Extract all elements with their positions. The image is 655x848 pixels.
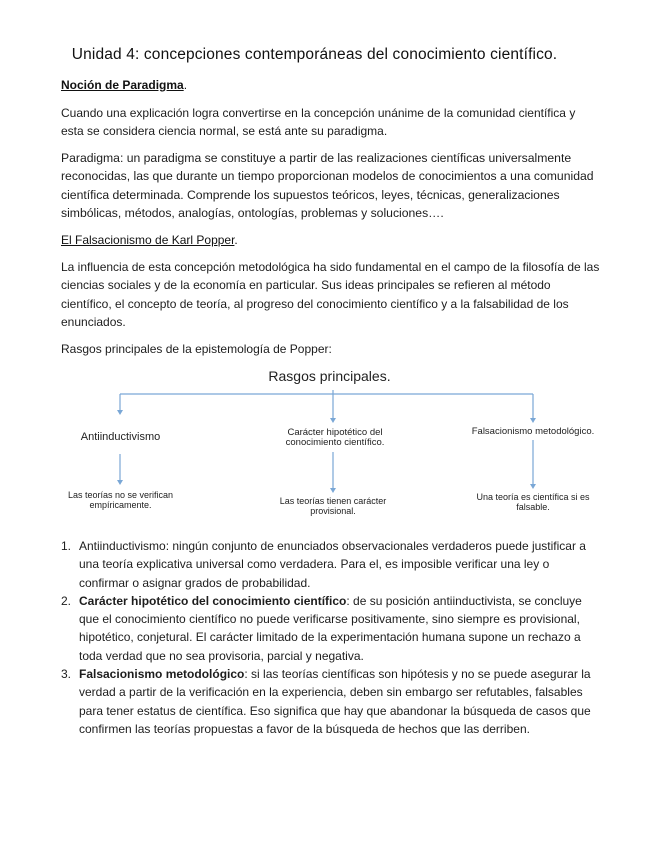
rasgos-list: [61, 537, 601, 738]
document-title: Unidad 4: concepciones contemporáneas del conocimiento científico.: [71, 46, 558, 63]
list-item-lead: Carácter hipotético del conocimiento científico: [79, 593, 347, 608]
paradigm-paragraph-2: Paradigma: un paradigma se constituye a partir de las realizaciones científicas universalmente reconocidas, las que durante un tiempo proporcionan modelos de conocimientos a una comunidad científica determinada. Comprende los supuestos teóricos, leyes, técnicas, generalizaciones simbólicas, métodos, analogías, ontologías, problemas y soluciones….: [61, 151, 594, 220]
list-item: 2. Carácter hipotético del conocimiento científico: de su posición antiinductivista, se concluye que el conocimiento científico no puede verificarse positivamente, sino siempre es provisional, hipotético, conjetural. El carácter limitado de la experimentación humana supone un rechazo a toda verdad que no sea provisoria, parcial y negativa.: [61, 593, 582, 663]
paradigm-heading-text: Noción de Paradigma: [61, 78, 184, 92]
list-item: 1. Antiinductivismo: ningún conjunto de enunciados observacionales verdaderos puede justificar a una teoría explicativa universal como verdadera. Para el, es imposible verificar una ley o confirmar o asignar grados de probabilidad.: [61, 539, 586, 590]
sub-falsacionismo: Una teoría es científica si es falsable.: [476, 492, 590, 512]
sub-caracter-hipotetico: Las teorías tienen carácter provisional.: [279, 496, 387, 516]
list-item-text: : de su posición antiinductivista, se concluye que el conocimiento científico no puede verificarse positivamente, sino siempre es provisional, hipotético, conjetural. El carácter limitado de la experimentación humana supone un rechazo a toda verdad que no sea provisoria, parcial y negativa.: [79, 593, 582, 663]
paradigm-paragraph-1: Cuando una explicación logra convertirse en la concepción unánime de la comunidad científica y esta se considera ciencia normal, se está ante su paradigma.: [61, 106, 576, 139]
node-caracter-hipotetico: Carácter hipotético del conocimiento científico.: [285, 427, 385, 448]
node-antiinductivismo: Antiinductivismo: [80, 431, 161, 443]
list-item-text: : si las teorías científicas son hipótesis y no se puede asegurar la verdad a partir de la verificación en la experiencia, deben sin embargo ser refutables, falsables para tener estatus de científica. Eso significa que hay que abandonar la búsqueda de casos que confirmen las teorías propuestas a favor de la búsqueda de hechos que las derriben.: [79, 667, 591, 736]
node-falsacionismo: Falsacionismo metodológico.: [471, 426, 595, 437]
rasgos-diagram: [58, 364, 618, 524]
diagram-title: Rasgos principales.: [268, 368, 391, 384]
list-item-text: : ningún conjunto de enunciados observacionales verdaderos puede justificar a una teoría explicativa universal como verdadera. Para el, es imposible verificar una ley o confirmar o asignar grados de probabilidad.: [79, 539, 586, 590]
sub-antiinductivismo: Las teorías no se verifican empíricamente.: [67, 490, 174, 510]
popper-paragraph-1: La influencia de esta concepción metodológica ha sido fundamental en el campo de la filosofía de las ciencias sociales y de la economía en particular. Sus ideas principales se refieren al método científico, el concepto de teoría, al progreso del conocimiento científico y a la falsabilidad de los enunciados.: [61, 260, 600, 329]
paradigm-heading: Noción de Paradigma.: [61, 78, 188, 92]
list-item: 3. Falsacionismo metodológico: si las teorías científicas son hipótesis y no se puede asegurar la verdad a partir de la verificación en la experiencia, deben sin embargo ser refutables, falsables para tener estatus de científica. Eso significa que hay que abandonar la búsqueda de casos que confirmen las teorías propuestas a favor de la búsqueda de hechos que las derriben.: [61, 667, 591, 736]
list-item-lead: Falsacionismo metodológico: [79, 667, 245, 682]
popper-paragraph-2: Rasgos principales de la epistemología de Popper:: [61, 342, 332, 356]
list-item-lead: Antiinductivismo: [79, 539, 166, 553]
popper-heading-text: El Falsacionismo de Karl Popper: [61, 233, 235, 247]
popper-heading: El Falsacionismo de Karl Popper.: [61, 233, 238, 247]
